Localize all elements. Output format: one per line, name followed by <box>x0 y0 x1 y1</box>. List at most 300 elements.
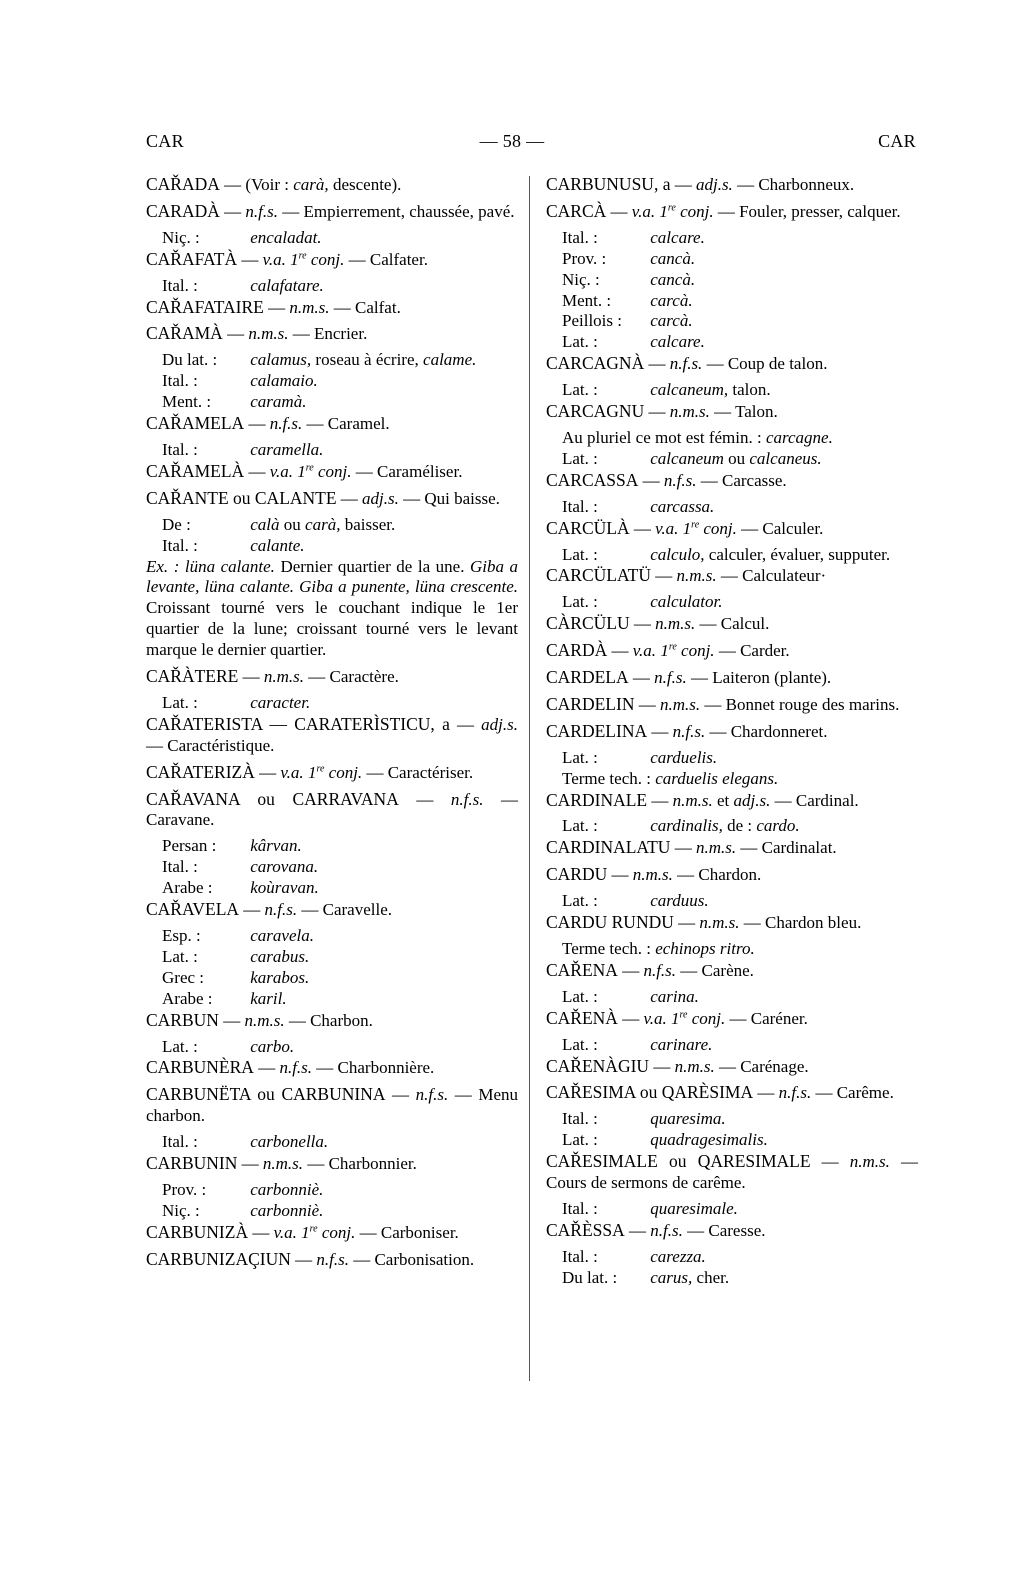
grammar-label: n.f.s. <box>650 1220 683 1240</box>
grammar-label: n.m.s. <box>248 324 289 344</box>
headword: CAŘÀTERE <box>146 666 239 687</box>
definition: — Fouler, presser, calquer. <box>717 201 901 221</box>
etymology-line <box>146 371 518 392</box>
column-right <box>546 174 918 1289</box>
dictionary-entry: CARCAGNÀ — n.f.s. — Coup de talon. <box>546 353 828 374</box>
definition: — Calfater. <box>348 249 428 269</box>
dictionary-entry: CARBUNËTA ou CARBUNINA — n.f.s. — Menu charbon. <box>146 1084 519 1126</box>
headword: CAŘAMELÀ <box>146 460 245 481</box>
language-label: Ital. : <box>162 535 198 555</box>
headword: CAŘESIMA ou QARÈSIMA <box>546 1082 754 1103</box>
gloss: calculer, évaluer, supputer. <box>708 544 891 564</box>
dictionary-entry: CAŘÈSSA — n.f.s. — Caresse. <box>546 1219 766 1240</box>
definition: — Calculateur· <box>720 566 827 586</box>
source-word: caracter. <box>250 692 311 712</box>
etymology-line <box>146 989 518 1010</box>
dictionary-entry: CARDÀ — v.a. 1re conj. — Carder. <box>546 640 790 661</box>
definition: — Qui baisse. <box>403 488 500 508</box>
etymology-line <box>146 536 518 557</box>
dictionary-entry: CAŘESIMA ou QARÈSIMA — n.f.s. — Carême. <box>546 1082 894 1103</box>
headword: CAŘENA <box>546 959 618 980</box>
source-word: calante. <box>250 535 305 555</box>
language-label: Ital. : <box>562 227 598 247</box>
source-word: carduelis. <box>650 747 718 767</box>
grammar-label: n.f.s. <box>643 960 677 980</box>
etymology-line <box>546 228 918 249</box>
grammar-label: adj.s. <box>481 714 518 734</box>
etymology-line <box>146 276 518 297</box>
language-label: Niç. : <box>162 227 200 247</box>
etymology-line <box>146 1037 518 1058</box>
etymology-line <box>546 987 918 1008</box>
language-label: Ital. : <box>562 1198 598 1218</box>
language-label: Du lat. : <box>162 350 218 370</box>
dictionary-entry: CARDINALE — n.m.s. et adj.s. — Cardinal. <box>546 789 859 810</box>
definition: — Carême. <box>815 1083 894 1103</box>
language-label: Lat. : <box>162 946 198 966</box>
dictionary-entry: CARBUNIZAÇIUN — n.f.s. — Carbonisation. <box>146 1248 475 1269</box>
headword: CAŘESIMALE ou QARESIMALE <box>546 1151 811 1172</box>
etymology-line <box>546 270 918 291</box>
source-word: carduus. <box>650 891 709 911</box>
etymology-line <box>146 392 518 413</box>
headword: CARBUNIZAÇIUN <box>146 1248 291 1269</box>
grammar-label: v.a. 1re conj. <box>273 1222 356 1242</box>
language-label: Du lat. : <box>562 1267 618 1287</box>
headword: CARDÀ <box>546 640 608 661</box>
dictionary-entry: CAŘÀTERE — n.m.s. — Caractère. <box>146 666 399 687</box>
etymology-line <box>146 1201 518 1222</box>
dictionary-entry: CARDELIN — n.m.s. — Bonnet rouge des marins. <box>546 693 900 714</box>
grammar-label: n.m.s. <box>672 790 713 810</box>
definition: — Carénage. <box>718 1056 809 1076</box>
headword: CARBUNIZÀ <box>146 1221 249 1242</box>
dictionary-entry: CAŘESIMALE ou QARESIMALE — n.m.s. — Cours de sermons de carême. <box>546 1151 919 1193</box>
grammar-label: n.m.s. <box>632 865 673 885</box>
etymology-line <box>146 947 518 968</box>
dictionary-entry: CARDU RUNDU — n.m.s. — Chardon bleu. <box>546 912 862 933</box>
etymology-line <box>546 449 918 470</box>
grammar-label: n.f.s. <box>778 1083 812 1103</box>
source-word: carduelis elegans. <box>655 768 779 788</box>
definition: — Menu charbon. <box>146 1085 519 1126</box>
source-word: quaresimale. <box>650 1198 738 1218</box>
source-word: cardinalis, <box>650 816 723 836</box>
headword: CARDELA <box>546 667 629 688</box>
source-word: karabos. <box>250 967 310 987</box>
etymology-line <box>146 350 518 371</box>
grammar-label: v.a. 1re conj. <box>643 1008 726 1028</box>
language-label: Lat. : <box>562 747 598 767</box>
definition: — Chardonneret. <box>709 721 828 741</box>
grammar-label: n.f.s. <box>415 1085 449 1105</box>
headword: CAŘAVANA ou CARRAVANA <box>146 788 399 809</box>
headword: CAŘANTE ou CALANTE <box>146 487 337 508</box>
source-word: koùravan. <box>250 878 319 898</box>
etymology-line <box>546 769 918 790</box>
headword: CARBUNÈRA <box>146 1057 254 1078</box>
language-label: Prov. : <box>162 1179 207 1199</box>
note-label: Terme tech. : <box>562 939 651 958</box>
definition: — Caractériser. <box>366 762 474 782</box>
source-word: calafatare. <box>250 275 324 295</box>
source-word: calcaneum, <box>650 380 729 400</box>
dictionary-entry: CARCAGNU — n.m.s. — Talon. <box>546 401 778 422</box>
language-label: Niç. : <box>562 269 600 289</box>
headword: CARCÀ <box>546 200 607 221</box>
source-word: carbo. <box>250 1036 295 1056</box>
definition: — Caraméliser. <box>355 461 463 481</box>
grammar-label: adj.s. <box>733 790 771 810</box>
language-label: Ital. : <box>162 275 198 295</box>
source-word: calà <box>250 514 280 534</box>
grammar-label: n.f.s. <box>654 668 687 688</box>
etymology-line <box>146 440 518 461</box>
language-label: Ital. : <box>162 1132 198 1152</box>
grammar-label: v.a. 1re conj. <box>280 762 363 782</box>
usage-example <box>146 557 518 662</box>
etymology-line <box>546 1130 918 1151</box>
definition: — Laiteron (plante). <box>690 668 832 688</box>
definition: — Carcasse. <box>700 470 787 490</box>
example-gloss: Croissant tourné vers le couchant indique le 1er quartier de la lune; croissant tourné vers le levant marque le dernier quartier. <box>146 598 518 660</box>
etymology-line <box>146 228 518 249</box>
note-label: Terme tech. : <box>562 768 651 788</box>
source-word: carà, <box>305 514 341 534</box>
source-word: calamaio. <box>250 371 318 391</box>
source-word: cancà. <box>650 269 696 289</box>
dictionary-entry: CARBUN — n.m.s. — Charbon. <box>146 1009 373 1030</box>
dictionary-entry: CAŘAVELA — n.f.s. — Caravelle. <box>146 899 393 920</box>
running-head-right: CAR <box>878 131 916 151</box>
headword: CARCÜLATÜ <box>546 565 652 586</box>
running-head-left: CAR <box>146 131 184 151</box>
gloss: baisser. <box>344 514 396 534</box>
dictionary-entry: CARBUNIN — n.m.s. — Charbonnier. <box>146 1153 417 1174</box>
definition: — Carder. <box>718 641 790 661</box>
headword: CARBUN <box>146 1009 219 1030</box>
definition: et <box>717 790 730 810</box>
definition: — Cours de sermons de carême. <box>546 1152 919 1193</box>
definition: descente). <box>332 175 402 194</box>
grammar-label: n.f.s. <box>279 1058 313 1078</box>
headword: CARDINALE <box>546 789 648 810</box>
language-label: Lat. : <box>162 692 198 712</box>
language-label: Lat. : <box>562 986 598 1006</box>
headword: CARDELIN <box>546 693 635 714</box>
grammar-label: n.f.s. <box>672 721 706 741</box>
source-word: echinops ritro. <box>655 939 755 958</box>
etymology-line <box>546 592 918 613</box>
language-label: Lat. : <box>562 1034 598 1054</box>
source-word: kârvan. <box>250 836 302 856</box>
etymology-line <box>146 968 518 989</box>
dictionary-entry <box>146 174 518 196</box>
etymology-line <box>546 291 918 312</box>
grammar-label: n.m.s. <box>849 1152 890 1172</box>
language-label: Persan : <box>162 836 217 856</box>
language-label: Lat. : <box>562 891 598 911</box>
gloss: cher. <box>696 1267 730 1287</box>
definition: — Charbonnier. <box>307 1154 417 1174</box>
etymology-line <box>546 748 918 769</box>
etymology-line <box>146 1132 518 1153</box>
source-word: carcassa. <box>650 496 715 516</box>
language-label: Lat. : <box>562 380 598 400</box>
language-label: Lat. : <box>562 816 598 836</box>
gloss: de : <box>727 816 753 836</box>
dictionary-entry: CAŘANTE ou CALANTE — adj.s. — Qui baisse. <box>146 487 500 508</box>
definition: — Calcul. <box>699 614 770 634</box>
language-label: Ment. : <box>562 290 612 310</box>
etymology-line <box>546 380 918 401</box>
grammar-label: n.f.s. <box>450 789 484 809</box>
source-word: encaladat. <box>250 227 322 247</box>
grammar-label: v.a. 1re conj. <box>269 461 352 481</box>
grammar-label: n.m.s. <box>289 297 330 317</box>
dictionary-entry: CAŘENÀ — v.a. 1re conj. — Caréner. <box>546 1007 808 1028</box>
definition: — Caractéristique. <box>146 735 275 755</box>
column-left <box>146 174 518 1276</box>
source-word: cardo. <box>756 816 800 836</box>
language-label: De : <box>162 514 191 534</box>
source-word: carbonniè. <box>250 1200 324 1220</box>
language-label: Peillois : <box>562 311 622 331</box>
language-label: Ment. : <box>162 392 212 412</box>
headword: CARADÀ <box>146 200 220 221</box>
cross-reference: carà, <box>293 175 329 194</box>
definition: — Caramel. <box>306 414 390 434</box>
source-word: calcare. <box>650 227 705 247</box>
headword: CAŘENÀ <box>546 1007 618 1028</box>
dictionary-entry: CAŘAMELA — n.f.s. — Caramel. <box>146 413 390 434</box>
language-label: Ital. : <box>162 857 198 877</box>
source-word: carovana. <box>250 857 319 877</box>
source-word: calcaneum <box>650 448 724 468</box>
language-label: Lat. : <box>562 448 598 468</box>
definition: — Charbonneux. <box>737 175 855 194</box>
dictionary-entry: CARCÀ — v.a. 1re conj. — Fouler, presser, calquer. <box>546 200 901 221</box>
dictionary-entry: CARDELINA — n.f.s. — Chardonneret. <box>546 720 828 741</box>
etymology-line <box>546 1247 918 1268</box>
source-word: calcaneus. <box>749 448 822 468</box>
source-word: carus, <box>650 1267 693 1287</box>
source-word: carina. <box>650 986 699 1006</box>
dictionary-entry: CAŘAFATAIRE — n.m.s. — Calfat. <box>146 296 401 317</box>
headword: CARBUNËTA ou CARBUNINA <box>146 1084 386 1105</box>
etymology-line <box>146 857 518 878</box>
grammar-label: n.m.s. <box>669 402 710 422</box>
dictionary-entry: CARBUNUSU, a — adj.s. — Charbonneux. <box>546 174 855 194</box>
dictionary-entry: CARBUNIZÀ — v.a. 1re conj. — Carboniser. <box>146 1221 459 1242</box>
grammar-label: v.a. 1re conj. <box>262 249 345 269</box>
dictionary-entry: CARDELA — n.f.s. — Laiteron (plante). <box>546 667 832 688</box>
source-word: calculo, <box>650 544 705 564</box>
definition: — Carboniser. <box>359 1222 459 1242</box>
dictionary-entry: CAŘAMÀ — n.m.s. — Encrier. <box>146 323 368 344</box>
definition: — Caresse. <box>687 1220 766 1240</box>
language-label: Esp. : <box>162 926 201 945</box>
grammar-label: adj.s. <box>695 175 733 194</box>
etymology-line <box>546 1199 918 1220</box>
grammar-label: v.a. 1re conj. <box>631 201 714 221</box>
definition: — Calculer. <box>741 518 824 538</box>
definition: — Cardinal. <box>774 790 859 810</box>
grammar-label: n.f.s. <box>269 414 303 434</box>
dictionary-entry: CÀRCÜLU — n.m.s. — Calcul. <box>546 613 770 634</box>
language-label: Ital. : <box>562 1246 598 1266</box>
dictionary-entry: CAŘATERISTA — CARATERÌSTICU, a — adj.s. — Caractéristique. <box>146 713 518 755</box>
headword: CAŘÈSSA <box>546 1219 625 1240</box>
definition: — Chardon bleu. <box>743 913 862 933</box>
language-label: Lat. : <box>562 332 598 352</box>
headword: CAŘADA <box>146 174 220 194</box>
headword: CARDU <box>546 864 608 885</box>
language-label: Lat. : <box>162 1036 198 1056</box>
definition: — Caravelle. <box>301 900 393 920</box>
dictionary-entry: CARDINALATU — n.m.s. — Cardinalat. <box>546 837 837 858</box>
definition: — Chardon. <box>677 865 762 885</box>
etymology-line <box>546 1268 918 1289</box>
grammar-label: n.f.s. <box>316 1249 349 1269</box>
etymology-line <box>546 891 918 912</box>
source-word: quadragesimalis. <box>650 1130 768 1150</box>
headword: CARBUNIN <box>146 1153 238 1174</box>
source-word: karil. <box>250 988 287 1008</box>
source-word: caravela. <box>250 926 314 945</box>
language-label: Ital. : <box>562 1109 598 1129</box>
language-label: Lat. : <box>562 592 598 612</box>
headword: CAŘAFATAIRE <box>146 296 264 317</box>
dictionary-entry: CAŘAFATÀ — v.a. 1re conj. — Calfater. <box>146 248 428 269</box>
grammar-label: n.m.s. <box>263 667 305 687</box>
dictionary-entry: CARDU — n.m.s. — Chardon. <box>546 864 762 885</box>
source-word: calculator. <box>650 592 723 612</box>
definition: — Cardinalat. <box>740 838 837 858</box>
etymology-line <box>546 1035 918 1056</box>
definition: — Bonnet rouge des marins. <box>704 694 900 714</box>
dictionary-entry: CAŘENÀGIU — n.m.s. — Carénage. <box>546 1055 809 1076</box>
gloss: ou <box>283 514 301 534</box>
etymology-line <box>146 693 518 714</box>
definition: — Calfat. <box>333 297 401 317</box>
dictionary-entry: CARBUNÈRA — n.f.s. — Charbonnière. <box>146 1057 435 1078</box>
grammar-label: n.m.s. <box>659 694 701 714</box>
language-label: Arabe : <box>162 878 213 898</box>
grammar-label: n.f.s. <box>245 201 278 221</box>
language-label: Ital. : <box>562 496 598 516</box>
gloss: roseau à écrire, <box>315 350 419 370</box>
headword: CARDU RUNDU <box>546 912 674 933</box>
column-divider <box>529 176 530 1381</box>
definition: — Coup de talon. <box>706 354 828 374</box>
definition: — (Voir : <box>224 175 294 194</box>
source-word: carezza. <box>650 1246 706 1266</box>
etymology-line <box>546 545 918 566</box>
headword: CARDINALATU <box>546 837 671 858</box>
etymology-line <box>546 428 918 449</box>
language-label: Lat. : <box>562 544 598 564</box>
etymology-line <box>146 515 518 536</box>
source-word: carbonella. <box>250 1132 329 1152</box>
grammar-label: v.a. 1re conj. <box>655 518 737 538</box>
headword: CAŘAMÀ <box>146 323 223 344</box>
note-label: Au pluriel ce mot est fémin. : <box>562 427 762 447</box>
dictionary-entry: CARCASSA — n.f.s. — Carcasse. <box>546 469 787 490</box>
source-word: caramà. <box>250 392 307 412</box>
grammar-label: n.m.s. <box>262 1154 304 1174</box>
language-label: Niç. : <box>162 1200 200 1220</box>
dictionary-entry: CAŘENA — n.f.s. — Carène. <box>546 959 754 980</box>
definition: — Charbon. <box>288 1010 373 1030</box>
grammar-label: n.m.s. <box>699 913 740 933</box>
source-word: carcà. <box>650 311 693 331</box>
page-number: — 58 — <box>479 131 545 151</box>
grammar-label: n.m.s. <box>676 566 717 586</box>
etymology-line <box>546 311 918 332</box>
source-word: carabus. <box>250 946 310 966</box>
grammar-label: n.m.s. <box>244 1010 285 1030</box>
source-word: calcare. <box>650 332 705 352</box>
definition: — Talon. <box>714 402 778 422</box>
language-label: Lat. : <box>562 1130 598 1150</box>
definition: — Carbonisation. <box>353 1249 475 1269</box>
source-word: caramella. <box>250 439 324 459</box>
source-word: carcagne. <box>765 427 833 447</box>
headword: CAŘATERISTA — CARATERÌSTICU, a <box>146 713 450 734</box>
etymology-line <box>146 926 518 947</box>
headword: CAŘAVELA <box>146 899 240 920</box>
headword: CAŘAFATÀ <box>146 248 238 269</box>
grammar-label: v.a. 1re conj. <box>632 641 715 661</box>
grammar-label: adj.s. <box>362 488 399 508</box>
gloss: talon. <box>732 380 771 400</box>
gloss: ou <box>728 448 746 468</box>
example-text: Ex. : lüna calante. <box>146 556 275 576</box>
grammar-label: n.m.s. <box>655 614 696 634</box>
definition: — Empierrement, chaussée, pavé. <box>282 201 515 221</box>
definition: — Carène. <box>680 960 754 980</box>
language-label: Arabe : <box>162 988 213 1008</box>
headword: CAŘAMELA <box>146 413 245 434</box>
dictionary-entry: CAŘATERIZÀ — v.a. 1re conj. — Caractériser. <box>146 761 474 782</box>
source-word: calamus, <box>250 350 312 370</box>
source-word: quaresima. <box>650 1109 726 1129</box>
source-word: carcà. <box>650 290 693 310</box>
dictionary-entry: CARCÜLÀ — v.a. 1re conj. — Calculer. <box>546 517 824 538</box>
etymology-line <box>546 332 918 353</box>
source-word: carinare. <box>650 1034 713 1054</box>
source-word: carbonniè. <box>250 1179 324 1199</box>
language-label: Ital. : <box>162 439 198 459</box>
headword: CARCASSA <box>546 469 639 490</box>
headword: CARCÜLÀ <box>546 517 630 538</box>
dictionary-entry: CAŘAVANA ou CARRAVANA — n.f.s. — Caravane. <box>146 788 519 830</box>
grammar-label: n.m.s. <box>674 1056 715 1076</box>
dictionary-entry: CARADÀ — n.f.s. — Empierrement, chaussée, pavé. <box>146 200 515 221</box>
definition: — Charbonnière. <box>316 1058 435 1078</box>
etymology-line <box>146 836 518 857</box>
grammar-label: n.f.s. <box>663 470 697 490</box>
headword: CARBUNUSU, a <box>546 174 671 194</box>
source-word: cancà. <box>650 248 696 268</box>
etymology-line <box>146 1180 518 1201</box>
headword: CAŘATERIZÀ <box>146 761 255 782</box>
headword: CARCAGNU <box>546 401 645 422</box>
definition: — Caréner. <box>729 1008 808 1028</box>
headword: CARDELINA <box>546 720 648 741</box>
headword: CÀRCÜLU <box>546 613 630 634</box>
